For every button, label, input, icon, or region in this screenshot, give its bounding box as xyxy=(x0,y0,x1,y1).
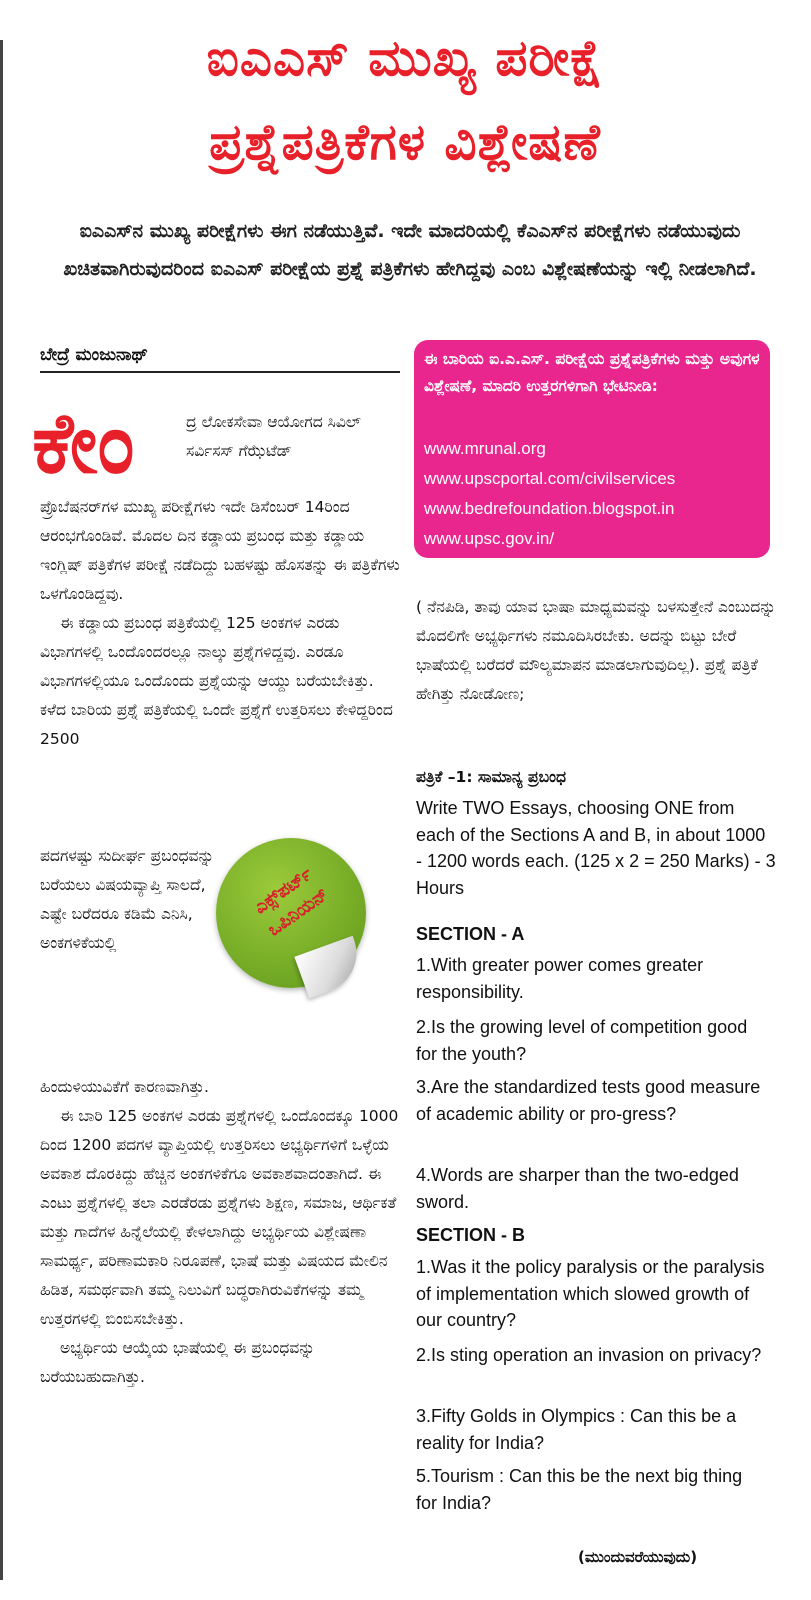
article-paragraphs-2 xyxy=(40,1073,400,1392)
article-deck: ಐಎಎಸ್‌ನ ಮುಖ್ಯ ಪರೀಕ್ಷೆಗಳು ಈಗ ನಡೆಯುತ್ತಿವೆ. ಇದೇ ಮಾದರಿಯಲ್ಲಿ ಕೆಎಎಸ್‌ನ ಪರೀಕ್ಷೆಗಳು ನಡೆಯುವುದು ಖಚಿತವಾಗಿರುವುದರಿಂದ ಐಎಎಸ್ ಪರೀಕ್ಷೆಯ ಪ್ರಶ್ನೆ ಪತ್ರಿಕೆಗಳು ಹೇಗಿದ್ದವು ಎಂಬ ವಿಶ್ಲೇಷಣೆಯನ್ನು ಇಲ್ಲಿ ನೀಡಲಾಗಿದೆ. xyxy=(63,220,757,280)
paragraph-2-end: ಹಿಂದುಳಿಯುವಿಕೆಗೆ ಕಾರಣವಾಗಿತ್ತು. xyxy=(40,1078,209,1096)
section-a-question-1: 1.With greater power comes greater responsibility. xyxy=(416,955,704,1002)
drop-cap: ಕೇಂ xyxy=(32,394,135,492)
section-a-question-3: 3.Are the standardized tests good measure of academic ability or pro-gress? xyxy=(416,1077,761,1124)
resource-link-mrunal[interactable]: www.mrunal.org xyxy=(424,439,546,458)
resources-intro: ಈ ಬಾರಿಯ ಐ.ಎ.ಎಸ್. ಪರೀಕ್ಷೆಯ ಪ್ರಶ್ನೆಪತ್ರಿಕೆಗಳು ಮತ್ತು ಅವುಗಳ ವಿಶ್ಲೇಷಣೆ, ಮಾದರಿ ಉತ್ತರಗಳಿಗಾಗಿ ಭೇಟಿನೀಡಿ: xyxy=(424,350,760,395)
paragraph-2: ಈ ಕಡ್ಡಾಯ ಪ್ರಬಂಧ ಪತ್ರಿಕೆಯಲ್ಲಿ 125 ಅಂಕಗಳ ಎರಡು ವಿಭಾಗಗಳಲ್ಲಿ ಒಂದೊಂದರಲ್ಲೂ ನಾಲ್ಕು ಪ್ರಶ್ನೆಗಳಿದ್ದವು. ಎರಡೂ ವಿಭಾಗಗಳಲ್ಲಿಯೂ ಒಂದೊಂದು ಪ್ರಶ್ನೆಯನ್ನು ಆಯ್ದು ಬರೆಯಬೇಕಿತ್ತು. ಕಳೆದ ಬಾರಿಯ ಪ್ರಶ್ನೆ ಪತ್ರಿಕೆಯಲ್ಲಿ ಒಂದೇ ಪ್ರಶ್ನೆಗೆ ಉತ್ತರಿಸಲು ಕೇಳಿದ್ದರಿಂದ 2500 xyxy=(40,614,393,748)
paragraph-4: ಅಭ್ಯರ್ಥಿಯ ಆಯ್ಕೆಯ ಭಾಷೆಯಲ್ಲಿ ಈ ಪ್ರಬಂಧವನ್ನು ಬರೆಯಬಹುದಾಗಿತ್ತು. xyxy=(40,1339,315,1386)
section-b-question-2: 2.Is sting operation an invasion on privacy? xyxy=(416,1345,762,1365)
drop-cap-adjacent-text: ದ್ರ ಲೋಕಸೇವಾ ಆಯೋಗದ ಸಿವಿಲ್ ಸರ್ವಿಸಸ್ ಗೆಝೆಟೆಡ್ xyxy=(186,413,361,460)
section-a-heading: SECTION - A xyxy=(416,924,525,944)
resource-link-upscportal[interactable]: www.upscportal.com/civilservices xyxy=(424,469,676,488)
section-b-question-3: 3.Fifty Golds in Olympics : Can this be a reality for India? xyxy=(416,1406,737,1453)
byline: ಬೇದ್ರೆ ಮಂಜುನಾಥ್ xyxy=(40,345,400,373)
paragraph-1: ಪ್ರೊಬೆಷನರ್‌ಗಳ ಮುಖ್ಯ ಪರೀಕ್ಷೆಗಳು ಇದೇ ಡಿಸೆಂಬರ್ 14ರಿಂದ ಆರಂಭಗೊಂಡಿವೆ. ಮೊದಲ ದಿನ ಕಡ್ಡಾಯ ಪ್ರಬಂಧ ಮತ್ತು ಕಡ್ಡಾಯ ಇಂಗ್ಲಿಷ್ ಪತ್ರಿಕೆಗಳ ಪರೀಕ್ಷೆ ನಡೆದಿದ್ದು ಬಹಳಷ್ಟು ಹೊಸತನ್ನು ಈ ಪತ್ರಿಕೆಗಳು ಒಳಗೊಂಡಿದ್ದವು. xyxy=(40,498,400,603)
headline-line-2: ಪ್ರಶ್ನೆಪತ್ರಿಕೆಗಳ ವಿಶ್ಲೇಷಣೆ xyxy=(209,113,601,171)
resource-link-bedrefoundation[interactable]: www.bedrefoundation.blogspot.in xyxy=(424,499,675,518)
section-b-question-1: 1.Was it the policy paralysis or the paralysis of implementation which slowed growth of our country? xyxy=(416,1257,765,1330)
resource-link-upsc[interactable]: www.upsc.gov.in/ xyxy=(424,529,555,548)
headline-line-1: ಐಎಎಸ್ ಮುಖ್ಯ ಪರೀಕ್ಷೆ xyxy=(206,29,604,87)
section-b-question-5: 5.Tourism : Can this be the next big thing for India? xyxy=(416,1466,743,1513)
paper-1-title: ಪತ್ರಿಕೆ –1: ಸಾಮಾನ್ಯ ಪ್ರಬಂಧ xyxy=(416,768,566,786)
essay-instructions: Write TWO Essays, choosing ONE from each of the Sections A and B, in about 1000 - 1200 words each. (125 x 2 = 250 Marks) - 3 Hours xyxy=(416,798,776,898)
continued-label: (ಮುಂದುವರೆಯುವುದು) xyxy=(578,1548,698,1566)
paragraph-3: ಈ ಬಾರಿ 125 ಅಂಕಗಳ ಎರಡು ಪ್ರಶ್ನೆಗಳಲ್ಲಿ ಒಂದೊಂದಕ್ಕೂ 1000 ದಿಂದ 1200 ಪದಗಳ ವ್ಯಾಪ್ತಿಯಲ್ಲಿ ಉತ್ತರಿಸಲು ಅಭ್ಯರ್ಥಿಗಳಿಗೆ ಒಳ್ಳೆಯ ಅವಕಾಶ ದೊರಕಿದ್ದು ಹೆಚ್ಚಿನ ಅಂಕಗಳಿಕೆಗೂ ಅವಕಾಶವಾದಂತಾಗಿದೆ. ಈ ಎಂಟು ಪ್ರಶ್ನೆಗಳಲ್ಲಿ ತಲಾ ಎರಡೆರಡು ಪ್ರಶ್ನೆಗಳು ಶಿಕ್ಷಣ, ಸಮಾಜ, ಆರ್ಥಿಕತೆ ಮತ್ತು ಗಾದೆಗಳ ಹಿನ್ನೆಲೆಯಲ್ಲಿ ಕೇಳಲಾಗಿದ್ದು ಅಭ್ಯರ್ಥಿಯ ವಿಶ್ಲೇಷಣಾ ಸಾಮರ್ಥ್ಯ, ಪರಿಣಾಮಕಾರಿ ನಿರೂಪಣೆ, ಭಾಷೆ ಮತ್ತು ವಿಷಯದ ಮೇಲಿನ ಹಿಡಿತ, ಸಮರ್ಥವಾಗಿ ತಮ್ಮ ನಿಲುವಿಗೆ ಬದ್ಧರಾಗಿರುವಿಕೆಗಳನ್ನು ತಮ್ಮ ಉತ್ತರಗಳಲ್ಲಿ ಬಿಂಬಿಸಬೇಕಿತ್ತು. xyxy=(40,1107,399,1328)
page-edge-rule xyxy=(0,40,3,1580)
sticker-label: ಎಕ್ಸ್‌ಪರ್ಟ್ ಒಪಿನಿಯನ್ xyxy=(250,863,333,941)
language-note: ( ನೆನಪಿಡಿ, ತಾವು ಯಾವ ಭಾಷಾ ಮಾಧ್ಯಮವನ್ನು ಬಳಸುತ್ತೇನೆ ಎಂಬುದನ್ನು ಮೊದಲಿಗೇ ಅಭ್ಯರ್ಥಿಗಳು ನಮೂದಿಸಿರಬೇಕು. ಅದನ್ನು ಬಿಟ್ಟು ಬೇರೆ ಭಾಷೆಯಲ್ಲಿ ಬರೆದರೆ ಮೌಲ್ಯಮಾಪನ ಮಾಡಲಾಗುವುದಿಲ್ಲ). ಪ್ರಶ್ನೆ ಪತ್ರಿಕೆ ಹೇಗಿತ್ತು ನೋಡೋಣ; xyxy=(416,598,776,703)
section-b-heading: SECTION - B xyxy=(416,1225,526,1245)
resources-box xyxy=(414,340,770,558)
article-paragraphs-1 xyxy=(40,493,400,754)
section-a-question-4: 4.Words are sharper than the two-edged sword. xyxy=(416,1165,739,1212)
section-a-question-2: 2.Is the growing level of competition good for the youth? xyxy=(416,1017,748,1064)
text-beside-sticker: ಪದಗಳಷ್ಟು ಸುದೀರ್ಘ ಪ್ರಬಂಧವನ್ನು ಬರೆಯಲು ವಿಷಯವ್ಯಾಪ್ತಿ ಸಾಲದೆ, ಎಷ್ಟೇ ಬರೆದರೂ ಕಡಿಮೆ ಎನಿಸಿ, ಅಂಕಗಳಿಕೆಯಲ್ಲಿ xyxy=(40,847,215,952)
